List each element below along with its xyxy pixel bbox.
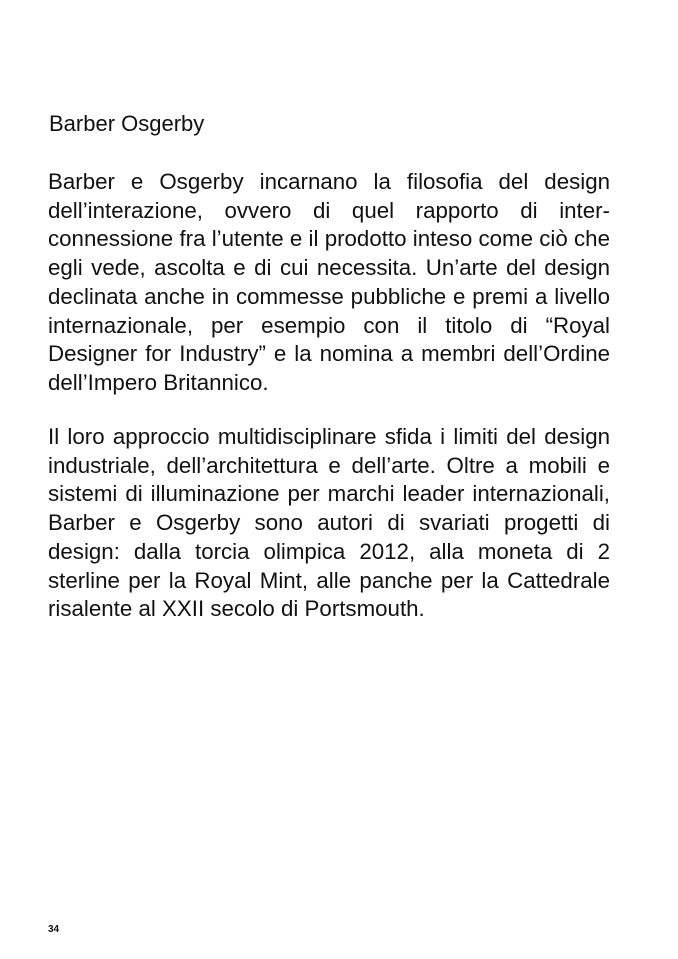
body-paragraph-2: Il loro approccio multidisciplinare sfida i limiti del design industriale, dell’architettura e dell’arte. Oltre a mobili e sistemi di illuminazione per marchi leader internazionali, Barber e Osgerby sono autori di svariati progetti di design: dalla torcia olimpica 2012, alla moneta di 2 sterline per la Royal Mint, alle panche per la Cattedrale risalente al XXII secolo di Portsmouth.: [48, 424, 610, 622]
page-number: 34: [48, 924, 60, 935]
page-title: Barber Osgerby: [49, 111, 205, 136]
body-paragraph-1: Barber e Osgerby incarnano la filosofia del design dell’interazione, ovvero di quel rapporto di inter-connessione fra l’utente e il prodotto inteso come ciò che egli vede, ascolta e di cui necessita. Un’arte del design declinata anche in commesse pubbliche e premi a livello internazionale, per esempio con il titolo di “Royal Designer for Industry” e la nomina a membri dell’Ordine dell’Impero Britannico.: [48, 169, 610, 395]
